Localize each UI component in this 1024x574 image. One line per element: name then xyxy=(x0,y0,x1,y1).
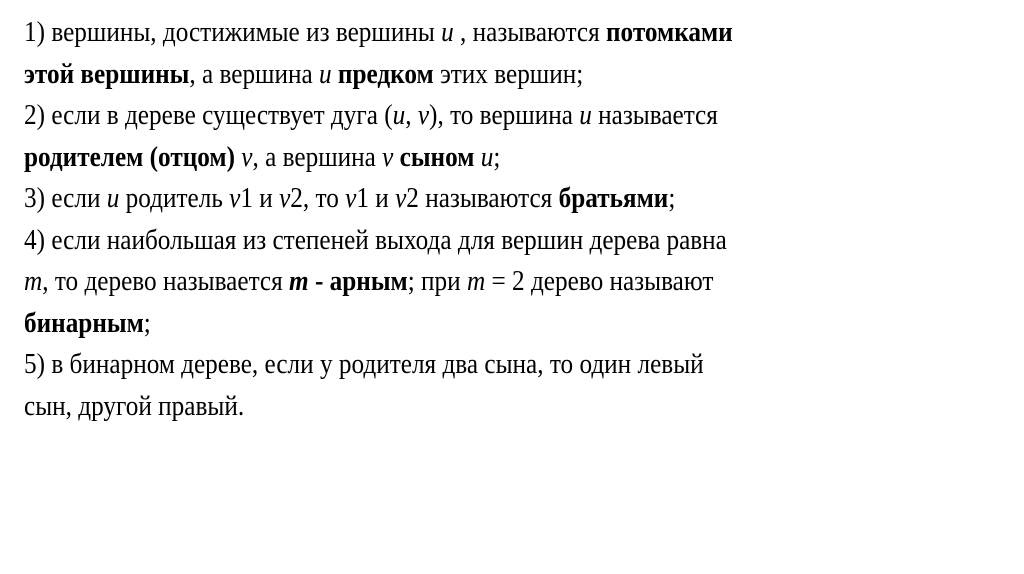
text-run: родитель xyxy=(119,182,230,214)
math-variable: m xyxy=(466,265,486,297)
math-variable: v xyxy=(229,182,241,214)
text-run: 1) вершины, достижимые из вершины xyxy=(24,16,442,48)
text-run: ; xyxy=(493,140,501,173)
list-item-definition-siblings xyxy=(24,178,885,220)
text-run: = 2 дерево называют xyxy=(485,265,714,297)
text-run: ; xyxy=(668,182,676,214)
math-variable: v xyxy=(382,140,394,173)
term-bold: этой вершины xyxy=(24,57,190,90)
math-variable: u xyxy=(392,99,406,131)
text-line xyxy=(24,178,885,220)
text-run: 4) если наибольшая из степеней выхода для вершин дерева равна xyxy=(24,223,727,256)
text-line xyxy=(24,386,885,428)
term-bold: - арным xyxy=(308,265,408,297)
text-run: этих вершин; xyxy=(433,57,584,90)
math-variable: u xyxy=(318,57,332,90)
list-item-definition-binary-left-right xyxy=(24,344,885,427)
text-run: ; xyxy=(143,306,151,339)
math-variable: u xyxy=(480,140,494,173)
text-run: , то дерево называется xyxy=(42,265,290,297)
math-variable: u xyxy=(441,16,454,48)
text-line xyxy=(24,54,885,96)
text-line xyxy=(24,344,885,386)
text-run: , называются xyxy=(453,16,607,48)
math-variable: v xyxy=(345,182,357,214)
term-bold: сыном xyxy=(399,140,475,173)
slide-body-text xyxy=(24,12,885,427)
term-bold: потомками xyxy=(606,16,733,48)
text-line xyxy=(24,261,885,303)
text-run: называется xyxy=(591,99,718,131)
math-variable: v xyxy=(395,182,407,214)
text-line xyxy=(24,95,885,137)
text-run: сын, другой правый. xyxy=(24,389,245,422)
text-run: , а вершина xyxy=(189,57,319,90)
text-run: 2) если в дереве существует дуга ( xyxy=(24,99,393,131)
text-line xyxy=(24,137,885,179)
list-item-definition-descendants xyxy=(24,12,885,95)
term-bold: предком xyxy=(337,57,434,90)
text-run: ), то вершина xyxy=(429,99,580,131)
text-run: 1 и xyxy=(240,182,280,214)
text-line xyxy=(24,220,885,262)
math-variable: m xyxy=(24,265,43,297)
math-variable: u xyxy=(106,182,120,214)
term-bold: бинарным xyxy=(24,306,144,339)
math-variable: v xyxy=(417,99,430,131)
math-variable: v xyxy=(241,140,253,173)
text-run: , а вершина xyxy=(252,140,383,173)
math-variable: u xyxy=(579,99,592,131)
text-run: ; при xyxy=(407,265,467,297)
list-item-definition-parent-child xyxy=(24,95,885,178)
text-run: 3) если xyxy=(24,182,107,214)
text-run: , xyxy=(405,99,418,131)
text-line xyxy=(24,303,885,345)
text-run: 1 и xyxy=(356,182,396,214)
term-bold: родителем (отцом) xyxy=(24,140,236,173)
math-variable-bold: m xyxy=(289,265,309,297)
text-line xyxy=(24,12,885,54)
text-run: 2, то xyxy=(290,182,346,214)
term-bold: братьями xyxy=(558,182,669,214)
text-run: 5) в бинарном дереве, если у родителя два сына, то один левый xyxy=(24,348,704,380)
list-item-definition-m-ary xyxy=(24,220,885,345)
math-variable: v xyxy=(279,182,291,214)
text-run: 2 называются xyxy=(406,182,559,214)
